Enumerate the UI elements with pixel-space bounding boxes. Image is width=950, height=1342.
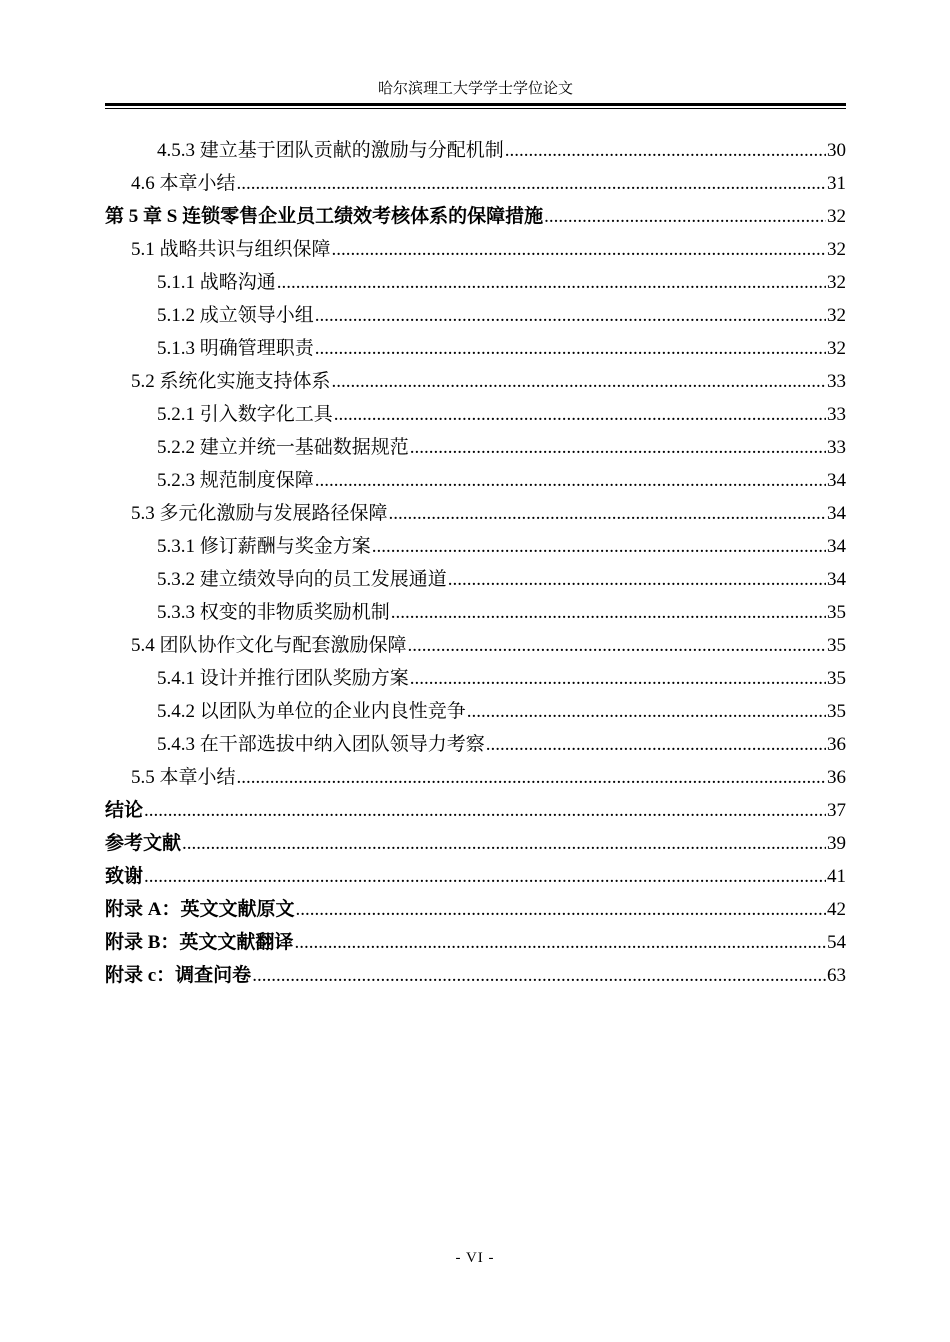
toc-entry[interactable] bbox=[105, 167, 846, 200]
toc-entry-page: 35 bbox=[827, 602, 846, 623]
toc-dot-leader bbox=[544, 200, 826, 233]
toc-entry[interactable] bbox=[105, 530, 846, 563]
toc-entry-title: 参考文献 bbox=[105, 833, 182, 854]
toc-dot-leader bbox=[277, 266, 826, 299]
toc-dot-leader bbox=[315, 299, 826, 332]
toc-entry[interactable] bbox=[105, 266, 846, 299]
toc-entry-title: 5.4 团队协作文化与配套激励保障 bbox=[131, 635, 407, 656]
toc-dot-leader bbox=[144, 794, 826, 827]
toc-entry[interactable] bbox=[105, 497, 846, 530]
toc-dot-leader bbox=[332, 233, 826, 266]
toc-dot-leader bbox=[334, 398, 826, 431]
toc-entry-page: 35 bbox=[827, 701, 846, 722]
toc-entry-title: 5.4.2 以团队为单位的企业内良性竞争 bbox=[157, 701, 466, 722]
toc-entry-page: 34 bbox=[827, 569, 846, 590]
table-of-contents bbox=[105, 134, 846, 992]
toc-dot-leader bbox=[294, 926, 826, 959]
toc-entry-page: 34 bbox=[827, 536, 846, 557]
toc-dot-leader bbox=[144, 860, 826, 893]
toc-entry-title: 附录 c：调查问卷 bbox=[105, 965, 252, 986]
toc-entry-page: 31 bbox=[827, 173, 846, 194]
toc-entry[interactable] bbox=[105, 431, 846, 464]
toc-entry-page: 32 bbox=[827, 305, 846, 326]
toc-dot-leader bbox=[237, 167, 826, 200]
running-header: 哈尔滨理工大学学士学位论文 bbox=[377, 81, 573, 97]
toc-entry-title: 附录 B：英文文献翻译 bbox=[105, 932, 294, 953]
toc-dot-leader bbox=[391, 596, 826, 629]
header-rule-thick bbox=[105, 103, 846, 106]
toc-entry-title: 5.3.1 修订薪酬与奖金方案 bbox=[157, 536, 371, 557]
toc-entry[interactable] bbox=[105, 596, 846, 629]
toc-entry-title: 5.1.2 成立领导小组 bbox=[157, 305, 314, 326]
toc-entry-page: 32 bbox=[827, 239, 846, 260]
toc-entry[interactable] bbox=[105, 398, 846, 431]
toc-entry[interactable] bbox=[105, 662, 846, 695]
toc-dot-leader bbox=[410, 662, 826, 695]
toc-dot-leader bbox=[389, 497, 826, 530]
toc-entry-page: 39 bbox=[827, 833, 846, 854]
toc-entry-title: 5.2.2 建立并统一基础数据规范 bbox=[157, 437, 409, 458]
toc-entry-page: 37 bbox=[827, 800, 846, 821]
toc-entry-title: 5.3.2 建立绩效导向的员工发展通道 bbox=[157, 569, 447, 590]
toc-entry[interactable] bbox=[105, 728, 846, 761]
toc-entry[interactable] bbox=[105, 761, 846, 794]
page-number: - VI - bbox=[455, 1250, 495, 1266]
toc-entry-title: 5.2.1 引入数字化工具 bbox=[157, 404, 333, 425]
toc-dot-leader bbox=[410, 431, 826, 464]
toc-entry-page: 54 bbox=[827, 932, 846, 953]
toc-entry-title: 5.1.3 明确管理职责 bbox=[157, 338, 314, 359]
toc-dot-leader bbox=[408, 629, 826, 662]
toc-entry-page: 33 bbox=[827, 404, 846, 425]
toc-dot-leader bbox=[182, 827, 826, 860]
toc-entry-title: 第 5 章 S 连锁零售企业员工绩效考核体系的保障措施 bbox=[105, 206, 544, 227]
toc-entry[interactable] bbox=[105, 464, 846, 497]
toc-entry-page: 41 bbox=[827, 866, 846, 887]
toc-entry-title: 附录 A：英文文献原文 bbox=[105, 899, 295, 920]
toc-entry-page: 32 bbox=[827, 338, 846, 359]
toc-dot-leader bbox=[486, 728, 826, 761]
toc-entry-title: 5.4.3 在干部选拔中纳入团队领导力考察 bbox=[157, 734, 485, 755]
toc-entry[interactable] bbox=[105, 299, 846, 332]
toc-entry[interactable] bbox=[105, 332, 846, 365]
toc-entry[interactable] bbox=[105, 959, 846, 992]
toc-entry-page: 36 bbox=[827, 734, 846, 755]
toc-entry[interactable] bbox=[105, 695, 846, 728]
toc-entry-title: 5.1.1 战略沟通 bbox=[157, 272, 276, 293]
toc-entry-page: 33 bbox=[827, 371, 846, 392]
toc-dot-leader bbox=[372, 530, 826, 563]
toc-dot-leader bbox=[332, 365, 826, 398]
toc-entry[interactable] bbox=[105, 893, 846, 926]
toc-entry-title: 5.5 本章小结 bbox=[131, 767, 236, 788]
toc-dot-leader bbox=[448, 563, 826, 596]
toc-entry-title: 结论 bbox=[105, 800, 144, 821]
toc-entry-page: 32 bbox=[827, 272, 846, 293]
toc-entry-page: 34 bbox=[827, 503, 846, 524]
toc-dot-leader bbox=[237, 761, 826, 794]
toc-entry[interactable] bbox=[105, 200, 846, 233]
toc-entry-page: 63 bbox=[827, 965, 846, 986]
toc-dot-leader bbox=[505, 134, 826, 167]
toc-entry-title: 5.1 战略共识与组织保障 bbox=[131, 239, 331, 260]
toc-entry[interactable] bbox=[105, 860, 846, 893]
toc-dot-leader bbox=[295, 893, 826, 926]
toc-entry[interactable] bbox=[105, 629, 846, 662]
toc-entry-page: 42 bbox=[827, 899, 846, 920]
toc-dot-leader bbox=[315, 464, 826, 497]
toc-entry-page: 36 bbox=[827, 767, 846, 788]
toc-dot-leader bbox=[252, 959, 826, 992]
toc-entry-page: 32 bbox=[827, 206, 846, 227]
toc-entry[interactable] bbox=[105, 926, 846, 959]
toc-entry-page: 34 bbox=[827, 470, 846, 491]
toc-entry[interactable] bbox=[105, 233, 846, 266]
toc-entry-page: 35 bbox=[827, 668, 846, 689]
header-rule-thin bbox=[105, 108, 846, 109]
toc-entry-page: 33 bbox=[827, 437, 846, 458]
toc-entry-page: 30 bbox=[827, 140, 846, 161]
toc-entry-title: 4.5.3 建立基于团队贡献的激励与分配机制 bbox=[157, 140, 504, 161]
toc-dot-leader bbox=[467, 695, 826, 728]
toc-entry[interactable] bbox=[105, 134, 846, 167]
toc-entry-title: 5.2 系统化实施支持体系 bbox=[131, 371, 331, 392]
toc-entry-title: 4.6 本章小结 bbox=[131, 173, 236, 194]
toc-entry-title: 5.2.3 规范制度保障 bbox=[157, 470, 314, 491]
toc-dot-leader bbox=[315, 332, 826, 365]
toc-entry-title: 5.4.1 设计并推行团队奖励方案 bbox=[157, 668, 409, 689]
toc-entry[interactable] bbox=[105, 563, 846, 596]
toc-entry-title: 5.3.3 权变的非物质奖励机制 bbox=[157, 602, 390, 623]
toc-entry[interactable] bbox=[105, 365, 846, 398]
toc-entry[interactable] bbox=[105, 827, 846, 860]
toc-entry[interactable] bbox=[105, 794, 846, 827]
toc-entry-title: 5.3 多元化激励与发展路径保障 bbox=[131, 503, 388, 524]
toc-entry-page: 35 bbox=[827, 635, 846, 656]
toc-entry-title: 致谢 bbox=[105, 866, 144, 887]
